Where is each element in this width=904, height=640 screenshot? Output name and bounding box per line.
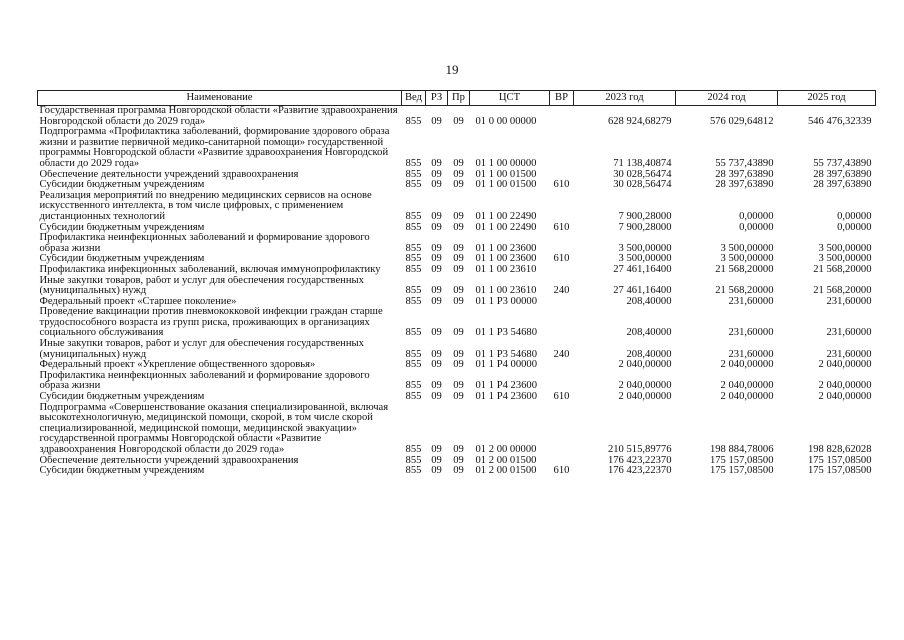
- cell-2025: 198 828,62028: [807, 444, 872, 455]
- cell-vr: 610: [553, 222, 570, 233]
- cell-rz: 09: [431, 360, 442, 371]
- table-row: [38, 254, 876, 265]
- cell-pr: 09: [453, 455, 464, 466]
- cell-2023: 208,40000: [626, 296, 672, 307]
- cell-2024: 2 040,00000: [720, 360, 774, 371]
- table-row: [38, 170, 876, 181]
- table-row: [38, 223, 876, 234]
- cell-name: Профилактика неинфекционных заболеваний и формирование здорового образа жизни: [39, 233, 370, 254]
- cell-2025: 231,60000: [826, 348, 872, 360]
- cell-rz: 09: [431, 210, 442, 222]
- cell-2024: 21 568,20000: [715, 285, 774, 297]
- cell-rz: 09: [431, 348, 442, 360]
- cell-ved: 855: [405, 242, 422, 254]
- cell-2025: 21 568,20000: [813, 285, 872, 297]
- cell-rz: 09: [431, 180, 442, 191]
- cell-2023: 30 028,56474: [613, 169, 672, 180]
- cell-ved: 855: [405, 466, 422, 477]
- cell-vr: [550, 106, 574, 128]
- cell-2023: 27 461,16400: [613, 285, 672, 297]
- table-row: [38, 127, 876, 169]
- cell-ved: 855: [405, 392, 422, 403]
- cell-vr: [550, 403, 574, 456]
- cell-2023: 3 500,00000: [618, 254, 672, 265]
- cell-ved: 855: [405, 264, 422, 275]
- cell-name: Субсидии бюджетным учреждениям: [39, 254, 205, 265]
- header-2024: 2024 год: [676, 91, 778, 106]
- cell-vr: [550, 360, 574, 371]
- table-row: [38, 456, 876, 467]
- cell-ved: 855: [405, 360, 422, 371]
- cell-cst: 01 1 P4 00000: [475, 360, 538, 371]
- cell-2024: 198 884,78006: [709, 444, 774, 455]
- cell-vr: [550, 265, 574, 276]
- cell-vr: 240: [553, 348, 570, 360]
- cell-cst: 01 0 00 00000: [475, 115, 537, 127]
- cell-2024: 231,60000: [728, 296, 774, 307]
- cell-2024: 55 737,43890: [715, 157, 774, 169]
- cell-vr: 610: [553, 180, 570, 191]
- cell-name: Реализация мероприятий по внедрению медицинских сервисов на основе искусственного интеллекта, в том числе цифровых, с применением дистанционных технологий: [39, 190, 372, 222]
- cell-name: Иные закупки товаров, работ и услуг для обеспечения государственных (муниципальных) нужд: [39, 339, 364, 360]
- cell-2024: 231,60000: [728, 327, 774, 339]
- table-row: [38, 265, 876, 276]
- cell-rz: 09: [431, 115, 442, 127]
- cell-pr: 09: [453, 264, 464, 275]
- header-name: Наименование: [38, 91, 402, 106]
- table-body: [38, 106, 876, 477]
- cell-name: Субсидии бюджетным учреждениям: [39, 392, 205, 403]
- cell-pr: 09: [453, 169, 464, 180]
- cell-rz: 09: [431, 285, 442, 297]
- cell-name: Федеральный проект «Укрепление общественного здоровья»: [39, 360, 316, 371]
- cell-ved: 855: [405, 444, 422, 455]
- cell-pr: 09: [453, 380, 464, 392]
- cell-name: Подпрограмма «Профилактика заболеваний, формирование здорового образа жизни и развитие первичной медико-санитарной помощи» государственной программы Новгородской области «Развитие здравоохранения Новгородской области до 2029 года»: [39, 127, 390, 169]
- cell-cst: 01 2 00 00000: [475, 444, 537, 455]
- cell-cst: 01 2 00 01500: [475, 455, 537, 466]
- table-row: [38, 339, 876, 360]
- cell-ved: 855: [405, 115, 422, 127]
- cell-2023: 3 500,00000: [618, 242, 672, 254]
- cell-2023: 7 900,28000: [618, 210, 672, 222]
- cell-pr: 09: [453, 254, 464, 265]
- cell-2023: 27 461,16400: [613, 264, 672, 275]
- cell-cst: 01 1 00 00000: [475, 157, 537, 169]
- table-row: [38, 371, 876, 392]
- cell-pr: 09: [453, 222, 464, 233]
- cell-2023: 628 924,68279: [607, 115, 672, 127]
- cell-rz: 09: [431, 392, 442, 403]
- cell-vr: [550, 127, 574, 169]
- cell-ved: 855: [405, 455, 422, 466]
- cell-2025: 231,60000: [826, 296, 872, 307]
- cell-2024: 175 157,08500: [709, 455, 774, 466]
- page-number: 19: [445, 62, 459, 77]
- cell-2025: 3 500,00000: [818, 254, 872, 265]
- table-row: [38, 276, 876, 297]
- cell-vr: [550, 371, 574, 392]
- cell-name: Субсидии бюджетным учреждениям: [39, 180, 205, 191]
- cell-rz: 09: [431, 254, 442, 265]
- cell-2023: 210 515,89776: [607, 444, 672, 455]
- cell-2024: 2 040,00000: [720, 380, 774, 392]
- cell-2025: 3 500,00000: [818, 242, 872, 254]
- cell-ved: 855: [405, 296, 422, 307]
- cell-2023: 7 900,28000: [618, 222, 672, 233]
- cell-pr: 09: [453, 327, 464, 339]
- cell-rz: 09: [431, 169, 442, 180]
- cell-ved: 855: [405, 254, 422, 265]
- table-row: [38, 191, 876, 223]
- cell-name: Обеспечение деятельности учреждений здравоохранения: [39, 455, 299, 466]
- cell-name: Иные закупки товаров, работ и услуг для обеспечения государственных (муниципальных) нужд: [39, 275, 364, 297]
- cell-pr: 09: [453, 157, 464, 169]
- cell-2023: 176 423,22370: [607, 455, 672, 466]
- cell-vr: [550, 297, 574, 308]
- cell-2025: 55 737,43890: [813, 157, 872, 169]
- header-cst: ЦСТ: [470, 91, 550, 106]
- cell-name: Субсидии бюджетным учреждениям: [39, 466, 205, 477]
- cell-rz: 09: [431, 466, 442, 477]
- cell-2025: 2 040,00000: [818, 380, 872, 392]
- cell-pr: 09: [453, 285, 464, 297]
- cell-2024: 28 397,63890: [715, 169, 774, 180]
- cell-ved: 855: [405, 348, 422, 360]
- cell-2023: 208,40000: [626, 348, 672, 360]
- budget-table: [37, 90, 876, 477]
- cell-name: Федеральный проект «Старшее поколение»: [39, 296, 237, 307]
- cell-rz: 09: [431, 380, 442, 392]
- cell-pr: 09: [453, 392, 464, 403]
- cell-ved: 855: [405, 169, 422, 180]
- cell-2023: 2 040,00000: [618, 380, 672, 392]
- cell-ved: 855: [405, 380, 422, 392]
- cell-cst: 01 1 00 01500: [475, 169, 537, 180]
- cell-ved: 855: [405, 285, 422, 297]
- cell-2024: 231,60000: [728, 348, 774, 360]
- cell-name: Обеспечение деятельности учреждений здравоохранения: [39, 169, 299, 180]
- cell-cst: 01 2 00 01500: [475, 466, 537, 477]
- table-row: [38, 106, 876, 128]
- cell-pr: 09: [453, 296, 464, 307]
- cell-vr: [550, 456, 574, 467]
- cell-pr: 09: [453, 115, 464, 127]
- cell-cst: 01 1 00 22490: [475, 210, 537, 222]
- cell-pr: 09: [453, 180, 464, 191]
- cell-2025: 0,00000: [837, 210, 872, 222]
- cell-vr: 610: [553, 466, 570, 477]
- cell-2023: 176 423,22370: [607, 466, 672, 477]
- cell-ved: 855: [405, 222, 422, 233]
- cell-2025: 175 157,08500: [807, 466, 872, 477]
- table-row: [38, 392, 876, 403]
- cell-pr: 09: [453, 444, 464, 455]
- table-row: [38, 297, 876, 308]
- table-row: [38, 233, 876, 254]
- header-ved: Вед: [402, 91, 426, 106]
- table-row: [38, 403, 876, 456]
- table-row: [38, 180, 876, 191]
- header-2023: 2023 год: [574, 91, 676, 106]
- cell-name: Подпрограмма «Совершенствование оказания специализированной, включая высокотехнологичную, медицинской помощи, скорой, в том числе скорой специализированной, медицинской помощи, медицинской эвакуации» государственной программы Новгородской области «Развитие здравоохранения Новгородской области до 2029 года»: [39, 402, 389, 455]
- cell-vr: 240: [553, 285, 570, 297]
- cell-cst: 01 1 00 01500: [475, 180, 537, 191]
- cell-ved: 855: [405, 210, 422, 222]
- cell-vr: [550, 191, 574, 223]
- table-header-row: [38, 91, 876, 106]
- cell-pr: 09: [453, 360, 464, 371]
- cell-2024: 3 500,00000: [720, 254, 774, 265]
- cell-name: Профилактика неинфекционных заболеваний и формирование здорового образа жизни: [39, 370, 370, 392]
- cell-rz: 09: [431, 157, 442, 169]
- cell-2025: 0,00000: [837, 222, 872, 233]
- cell-rz: 09: [431, 296, 442, 307]
- cell-2023: 208,40000: [626, 327, 672, 339]
- cell-rz: 09: [431, 222, 442, 233]
- cell-cst: 01 1 00 23600: [475, 254, 537, 265]
- cell-rz: 09: [431, 264, 442, 275]
- cell-pr: 09: [453, 348, 464, 360]
- cell-2024: 0,00000: [739, 222, 774, 233]
- cell-2025: 21 568,20000: [813, 264, 872, 275]
- cell-vr: 610: [553, 254, 570, 265]
- cell-ved: 855: [405, 157, 422, 169]
- cell-2024: 28 397,63890: [715, 180, 774, 191]
- cell-2024: 0,00000: [739, 210, 774, 222]
- table-row: [38, 466, 876, 477]
- cell-rz: 09: [431, 327, 442, 339]
- cell-2024: 576 029,64812: [709, 115, 774, 127]
- cell-name: Проведение вакцинации против пневмококковой инфекции граждан старше трудоспособного возраста из групп риска, проживающих в организациях социального обслуживания: [39, 307, 383, 339]
- cell-2025: 28 397,63890: [813, 169, 872, 180]
- cell-pr: 09: [453, 466, 464, 477]
- cell-2024: 2 040,00000: [720, 392, 774, 403]
- cell-vr: [550, 170, 574, 181]
- header-2025: 2025 год: [778, 91, 876, 106]
- cell-2023: 30 028,56474: [613, 180, 672, 191]
- cell-name: Профилактика инфекционных заболеваний, включая иммунопрофилактику: [39, 264, 381, 275]
- cell-name: Государственная программа Новгородской области «Развитие здравоохранения Новгородской области до 2029 года»: [39, 105, 398, 127]
- cell-2023: 2 040,00000: [618, 360, 672, 371]
- cell-rz: 09: [431, 444, 442, 455]
- cell-2023: 71 138,40874: [613, 157, 672, 169]
- cell-2024: 175 157,08500: [709, 466, 774, 477]
- header-pr: Пр: [448, 91, 470, 106]
- cell-cst: 01 1 P3 54680: [475, 327, 538, 339]
- cell-ved: 855: [405, 327, 422, 339]
- cell-2025: 231,60000: [826, 327, 872, 339]
- cell-cst: 01 1 00 22490: [475, 222, 537, 233]
- cell-2025: 546 476,32339: [807, 115, 872, 127]
- cell-pr: 09: [453, 210, 464, 222]
- cell-rz: 09: [431, 455, 442, 466]
- cell-cst: 01 1 00 23600: [475, 242, 537, 254]
- cell-2023: 2 040,00000: [618, 392, 672, 403]
- cell-pr: 09: [453, 242, 464, 254]
- cell-vr: [550, 233, 574, 254]
- table-row: [38, 307, 876, 339]
- header-vr: ВР: [550, 91, 574, 106]
- cell-vr: [550, 307, 574, 339]
- cell-cst: 01 1 P3 54680: [475, 348, 538, 360]
- cell-cst: 01 1 P3 00000: [475, 296, 538, 307]
- cell-name: Субсидии бюджетным учреждениям: [39, 222, 205, 233]
- cell-2025: 175 157,08500: [807, 455, 872, 466]
- table-row: [38, 360, 876, 371]
- cell-cst: 01 1 00 23610: [475, 264, 537, 275]
- cell-cst: 01 1 P4 23600: [475, 392, 538, 403]
- cell-vr: 610: [553, 392, 570, 403]
- cell-2024: 3 500,00000: [720, 242, 774, 254]
- cell-2025: 2 040,00000: [818, 392, 872, 403]
- cell-2024: 21 568,20000: [715, 264, 774, 275]
- cell-cst: 01 1 00 23610: [475, 285, 537, 297]
- cell-2025: 2 040,00000: [818, 360, 872, 371]
- cell-rz: 09: [431, 242, 442, 254]
- header-rz: РЗ: [426, 91, 448, 106]
- cell-cst: 01 1 P4 23600: [475, 380, 538, 392]
- cell-ved: 855: [405, 180, 422, 191]
- cell-2025: 28 397,63890: [813, 180, 872, 191]
